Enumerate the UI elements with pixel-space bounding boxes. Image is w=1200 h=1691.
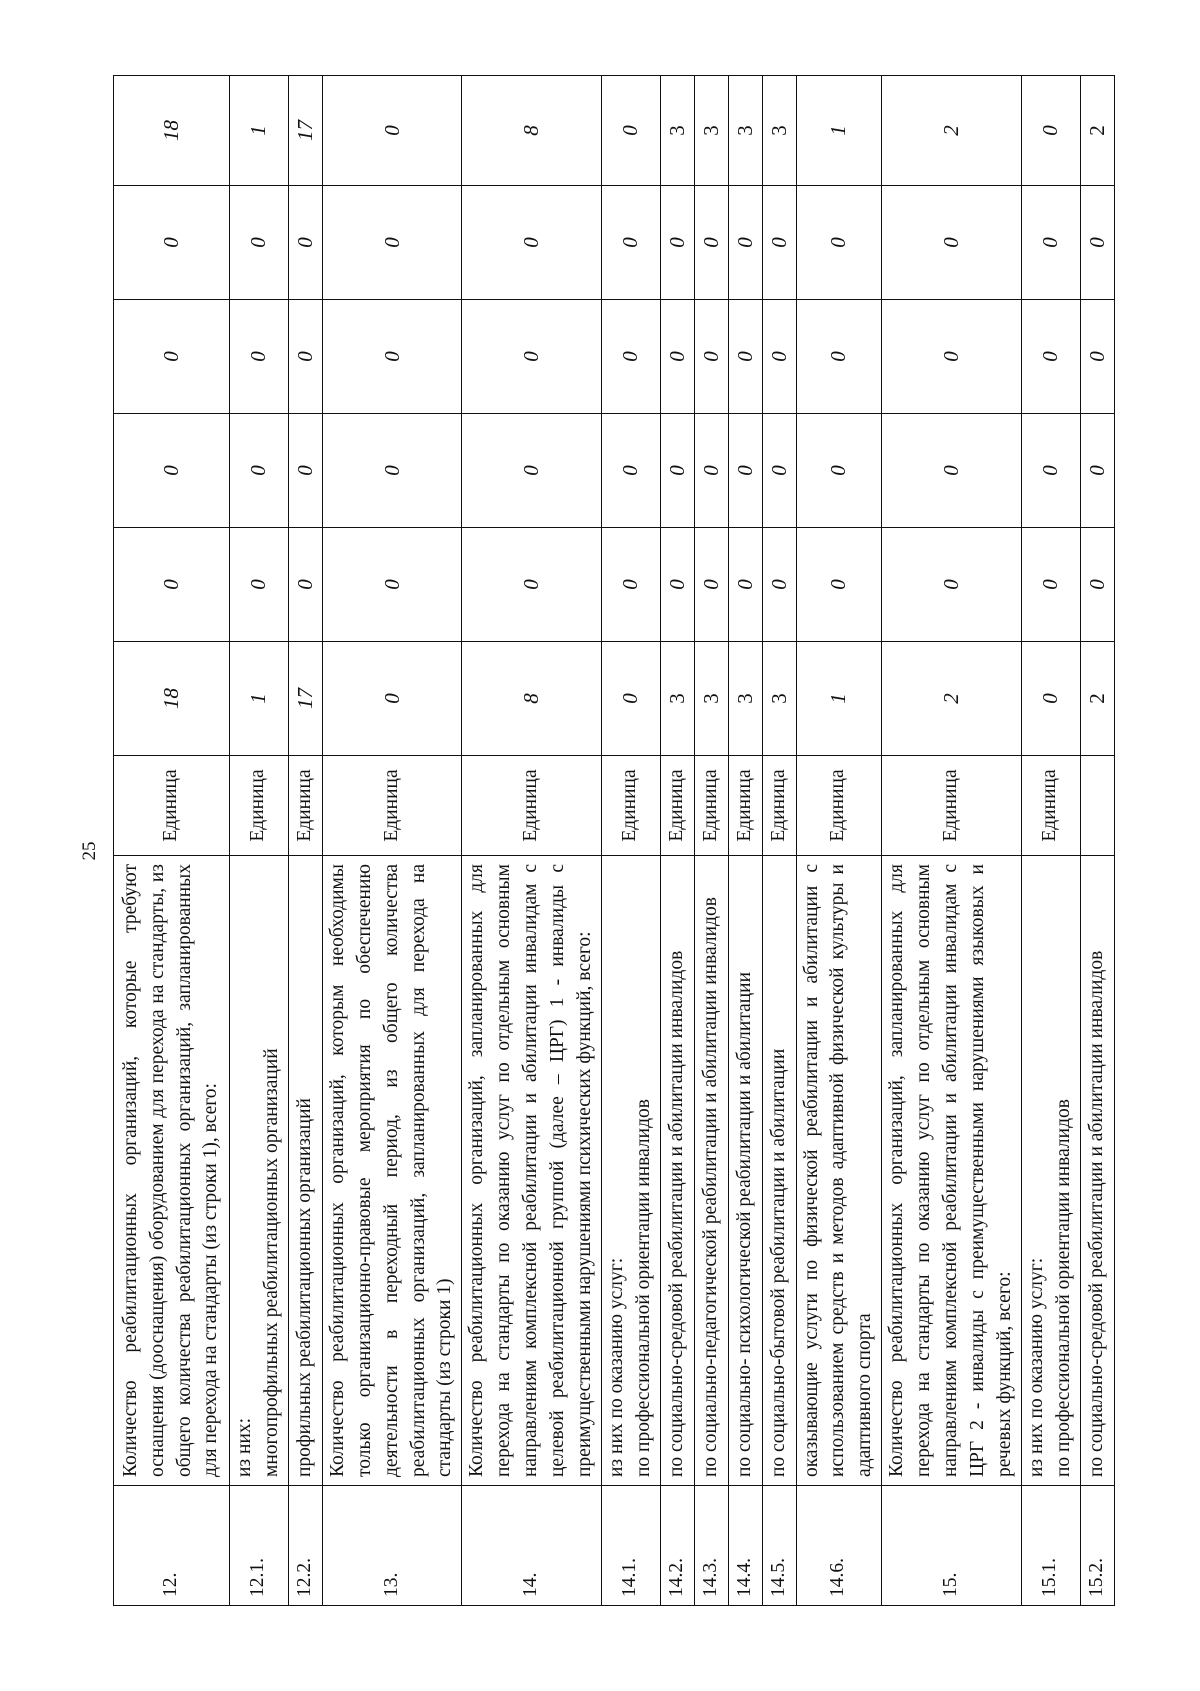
- value-cell: 3: [660, 76, 694, 186]
- row-number: 14.1.: [601, 1486, 660, 1606]
- row-label: [762, 856, 796, 1486]
- table-row: [601, 76, 660, 1606]
- value-cell: 3: [728, 642, 762, 756]
- row-unit: [1080, 756, 1114, 856]
- row-number: 15.1.: [1021, 1486, 1080, 1606]
- indicators-table: [113, 75, 1115, 1606]
- value-cell: 0: [1021, 528, 1080, 642]
- rotated-table-container: [113, 76, 1109, 1606]
- row-unit: Единица: [694, 756, 728, 856]
- value-cell: 0: [1021, 642, 1080, 756]
- row-unit: Единица: [796, 756, 882, 856]
- value-cell: 2: [882, 76, 1022, 186]
- row-number: 15.: [882, 1486, 1022, 1606]
- row-number: 12.1.: [230, 1486, 289, 1606]
- row-label: [882, 856, 1022, 1486]
- row-label: [462, 856, 602, 1486]
- value-cell: 2: [882, 642, 1022, 756]
- row-unit: Единица: [322, 756, 462, 856]
- value-cell: 0: [114, 528, 230, 642]
- value-cell: 0: [728, 414, 762, 528]
- value-cell: 0: [322, 300, 462, 414]
- row-label-prefix: из них:: [234, 1417, 255, 1477]
- value-cell: 0: [601, 186, 660, 300]
- row-label-text: по социально- психологической реабилитации и абилитации: [733, 971, 755, 1477]
- row-unit: Единица: [1021, 756, 1080, 856]
- value-cell: 17: [288, 76, 322, 186]
- value-cell: 0: [762, 414, 796, 528]
- value-cell: 0: [1080, 300, 1114, 414]
- value-cell: 0: [762, 186, 796, 300]
- value-cell: 0: [728, 300, 762, 414]
- value-cell: 0: [694, 186, 728, 300]
- value-cell: 0: [601, 76, 660, 186]
- value-cell: 0: [660, 414, 694, 528]
- table-row: [796, 76, 882, 1606]
- row-unit: Единица: [882, 756, 1022, 856]
- value-cell: 0: [322, 642, 462, 756]
- page-number: 25: [79, 841, 100, 861]
- value-cell: 18: [114, 76, 230, 186]
- table-row: [882, 76, 1022, 1606]
- row-label-text: Количество реабилитационных организаций, запланированных для перехода на стандарты по оказанию услуг по отдельным основным направлениям комплексной реабилитации и абилитации инвалидам с целевой реабилитационной группой (далее – ЦРГ) 1 - инвалиды с преимущественными нарушениями психических функций, всего:: [466, 864, 595, 1477]
- value-cell: 8: [462, 642, 602, 756]
- value-cell: 0: [882, 528, 1022, 642]
- row-label-prefix: из них по оказанию услуг:: [605, 1257, 627, 1477]
- row-number: 14.3.: [694, 1486, 728, 1606]
- row-number: 14.5.: [762, 1486, 796, 1606]
- value-cell: 0: [288, 528, 322, 642]
- value-cell: 0: [462, 528, 602, 642]
- value-cell: 0: [796, 186, 882, 300]
- value-cell: 0: [694, 300, 728, 414]
- value-cell: 3: [660, 642, 694, 756]
- row-label: [601, 856, 660, 1486]
- row-unit: Единица: [114, 756, 230, 856]
- value-cell: 1: [230, 76, 289, 186]
- row-unit: Единица: [660, 756, 694, 856]
- value-cell: 0: [1021, 414, 1080, 528]
- row-label-text: по социально-средовой реабилитации и абилитации инвалидов: [665, 950, 687, 1477]
- table-body: [114, 76, 1115, 1606]
- value-cell: 0: [601, 300, 660, 414]
- value-cell: 3: [728, 76, 762, 186]
- row-number: 15.2.: [1080, 1486, 1114, 1606]
- value-cell: 0: [882, 300, 1022, 414]
- table-row: [694, 76, 728, 1606]
- row-unit: Единица: [762, 756, 796, 856]
- value-cell: 0: [1021, 76, 1080, 186]
- value-cell: 0: [694, 414, 728, 528]
- value-cell: 0: [882, 186, 1022, 300]
- value-cell: 0: [1021, 186, 1080, 300]
- value-cell: 0: [728, 186, 762, 300]
- value-cell: 1: [230, 642, 289, 756]
- value-cell: 2: [1080, 76, 1114, 186]
- value-cell: 0: [796, 300, 882, 414]
- row-label: [694, 856, 728, 1486]
- row-unit: Единица: [728, 756, 762, 856]
- row-label: [1080, 856, 1114, 1486]
- value-cell: 3: [762, 642, 796, 756]
- row-label: [230, 856, 289, 1486]
- row-number: 14.2.: [660, 1486, 694, 1606]
- table-row: [462, 76, 602, 1606]
- value-cell: 0: [114, 300, 230, 414]
- table-row: [230, 76, 289, 1606]
- value-cell: 0: [762, 300, 796, 414]
- value-cell: 0: [1080, 186, 1114, 300]
- value-cell: 0: [1080, 414, 1114, 528]
- value-cell: 0: [762, 528, 796, 642]
- value-cell: 0: [230, 528, 289, 642]
- value-cell: 1: [796, 76, 882, 186]
- value-cell: 0: [694, 528, 728, 642]
- row-number: 14.: [462, 1486, 602, 1606]
- row-label: [728, 856, 762, 1486]
- value-cell: 0: [322, 528, 462, 642]
- row-unit: Единица: [288, 756, 322, 856]
- value-cell: 3: [694, 76, 728, 186]
- value-cell: 0: [322, 76, 462, 186]
- row-number: 13.: [322, 1486, 462, 1606]
- row-label: [796, 856, 882, 1486]
- row-label-text: по профессиональной ориентации инвалидов: [632, 1099, 654, 1477]
- row-label-text: Количество реабилитационных организаций, запланированных для перехода на стандарты по оказанию услуг по отдельным основным направлениям комплексной реабилитации и абилитации инвалидам с ЦРГ 2 - инвалиды с преимущественными нарушениями языковых и речевых функций, всего:: [886, 864, 1015, 1477]
- row-unit: Единица: [230, 756, 289, 856]
- value-cell: 0: [114, 186, 230, 300]
- row-number: 12.: [114, 1486, 230, 1606]
- value-cell: 0: [114, 414, 230, 528]
- row-label: [288, 856, 322, 1486]
- value-cell: 0: [462, 300, 602, 414]
- value-cell: 0: [1080, 528, 1114, 642]
- value-cell: 0: [728, 528, 762, 642]
- row-label: [322, 856, 462, 1486]
- table-row: [1080, 76, 1114, 1606]
- value-cell: 3: [694, 642, 728, 756]
- value-cell: 0: [796, 414, 882, 528]
- value-cell: 2: [1080, 642, 1114, 756]
- table-row: [660, 76, 694, 1606]
- row-number: 14.6.: [796, 1486, 882, 1606]
- value-cell: 0: [882, 414, 1022, 528]
- value-cell: 0: [660, 186, 694, 300]
- row-label-text: оказывающие услуги по физической реабилитации и абилитации с использованием средств и методов адаптивной физической культуры и адаптивного спорта: [800, 864, 876, 1477]
- row-label-text: по социально-бытовой реабилитации и абилитации: [767, 1048, 789, 1477]
- value-cell: 0: [601, 414, 660, 528]
- row-label-text: по социально-средовой реабилитации и абилитации инвалидов: [1085, 950, 1107, 1477]
- row-label: [1021, 856, 1080, 1486]
- row-label-text: Количество реабилитационных организаций, которым необходимы только организационно-правовые мероприятия по обеспечению деятельности в переходный период, из общего количества реабилитационных организаций, запланированных для перехода на стандарты (из строки 1): [326, 864, 456, 1477]
- row-unit: Единица: [462, 756, 602, 856]
- table-row: [114, 76, 230, 1606]
- row-label: [660, 856, 694, 1486]
- value-cell: 8: [462, 76, 602, 186]
- row-label: [114, 856, 230, 1486]
- value-cell: 18: [114, 642, 230, 756]
- value-cell: 0: [322, 186, 462, 300]
- value-cell: 0: [601, 528, 660, 642]
- row-label-text: профильных реабилитационных организаций: [293, 1098, 315, 1477]
- table-row: [762, 76, 796, 1606]
- row-label-text: по социально-педагогической реабилитации и абилитации инвалидов: [699, 897, 721, 1477]
- value-cell: 0: [601, 642, 660, 756]
- value-cell: 0: [288, 414, 322, 528]
- value-cell: 17: [288, 642, 322, 756]
- value-cell: 0: [1021, 300, 1080, 414]
- value-cell: 0: [230, 300, 289, 414]
- value-cell: 0: [462, 414, 602, 528]
- row-label-text: Количество реабилитационных организаций, которые требуют оснащения (дооснащения) оборудованием для перехода на стандарты, из общего количества реабилитационных организаций, запланированных для перехода на стандарты (из строки 1), всего:: [119, 864, 222, 1477]
- row-number: 12.2.: [288, 1486, 322, 1606]
- table-row: [322, 76, 462, 1606]
- row-label-text: по профессиональной ориентации инвалидов: [1052, 1099, 1074, 1477]
- table-row: [1021, 76, 1080, 1606]
- value-cell: 0: [288, 186, 322, 300]
- value-cell: 0: [462, 186, 602, 300]
- row-label-text: многопрофильных реабилитационных организаций: [260, 1048, 282, 1477]
- value-cell: 0: [796, 528, 882, 642]
- value-cell: 1: [796, 642, 882, 756]
- value-cell: 0: [660, 300, 694, 414]
- value-cell: 0: [322, 414, 462, 528]
- value-cell: 3: [762, 76, 796, 186]
- row-unit: Единица: [601, 756, 660, 856]
- table-row: [728, 76, 762, 1606]
- value-cell: 0: [230, 186, 289, 300]
- value-cell: 0: [660, 528, 694, 642]
- row-number: 14.4.: [728, 1486, 762, 1606]
- table-row: [288, 76, 322, 1606]
- value-cell: 0: [288, 300, 322, 414]
- row-label-prefix: из них по оказанию услуг:: [1025, 1257, 1047, 1477]
- value-cell: 0: [230, 414, 289, 528]
